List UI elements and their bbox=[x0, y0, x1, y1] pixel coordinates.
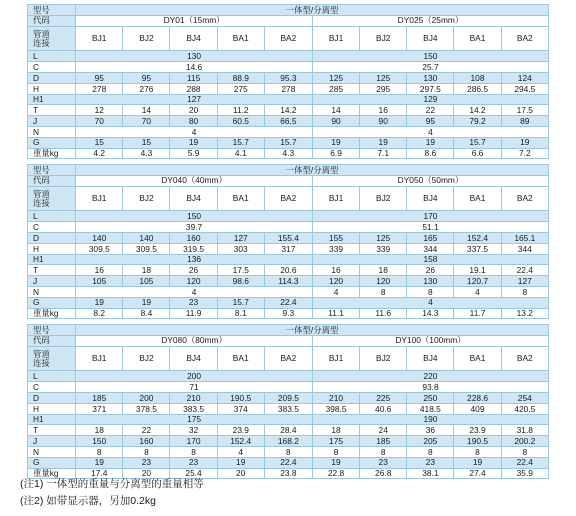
row-label: G bbox=[28, 297, 76, 308]
row-label: J bbox=[28, 116, 76, 127]
code-label: 代码 bbox=[28, 175, 76, 186]
cell: 209.5 bbox=[264, 393, 312, 404]
cell: 4.2 bbox=[76, 148, 123, 159]
merged-cell: 39.7 bbox=[76, 222, 313, 233]
row-label: T bbox=[28, 265, 76, 276]
cell: 19 bbox=[312, 457, 359, 468]
row-label: L bbox=[28, 371, 76, 382]
cell: 95.3 bbox=[264, 73, 312, 84]
sub-header-bj2: BJ2 bbox=[360, 26, 407, 51]
cell: 19 bbox=[217, 457, 264, 468]
cell: 371 bbox=[76, 403, 123, 414]
cell: 11.1 bbox=[312, 308, 359, 319]
cell: 20 bbox=[217, 468, 264, 479]
cell: 23 bbox=[170, 457, 217, 468]
cell: 38.1 bbox=[407, 468, 454, 479]
row-label: G bbox=[28, 457, 76, 468]
cell: 8 bbox=[407, 447, 454, 458]
cell: 17.5 bbox=[501, 105, 548, 116]
cell: 23 bbox=[407, 457, 454, 468]
cell: 19 bbox=[76, 297, 123, 308]
merged-cell: 170 bbox=[312, 211, 548, 222]
cell: 165.1 bbox=[501, 233, 548, 244]
merged-cell: 25.7 bbox=[312, 62, 548, 73]
cell: 165 bbox=[407, 233, 454, 244]
model-label: 型号 bbox=[28, 5, 76, 16]
cell: 418.5 bbox=[407, 403, 454, 414]
cell: 17.5 bbox=[217, 265, 264, 276]
cell: 140 bbox=[123, 233, 170, 244]
row-label: D bbox=[28, 393, 76, 404]
cell: 168.2 bbox=[264, 436, 312, 447]
row-label: C bbox=[28, 382, 76, 393]
cell: 286.5 bbox=[454, 83, 501, 94]
cell: 115 bbox=[170, 73, 217, 84]
cell: 4.3 bbox=[264, 148, 312, 159]
cell: 22.8 bbox=[312, 468, 359, 479]
cell: 339 bbox=[360, 243, 407, 254]
cell: 8 bbox=[123, 447, 170, 458]
merged-cell: 4 bbox=[76, 127, 313, 138]
cell: 309.5 bbox=[123, 243, 170, 254]
cell: 152.4 bbox=[454, 233, 501, 244]
cell: 23.8 bbox=[264, 468, 312, 479]
cell: 7.1 bbox=[360, 148, 407, 159]
code-label: 代码 bbox=[28, 335, 76, 346]
cell: 337.5 bbox=[454, 243, 501, 254]
cell: 24 bbox=[360, 425, 407, 436]
sub-header-ba1: BA1 bbox=[454, 26, 501, 51]
sub-header-bj1: BJ1 bbox=[76, 186, 123, 211]
cell: 16 bbox=[312, 265, 359, 276]
cell: 90 bbox=[360, 116, 407, 127]
note-1: (注1) 一体型的重量与分离型的重量相等 bbox=[20, 478, 204, 490]
cell: 16 bbox=[360, 105, 407, 116]
cell: 8 bbox=[360, 287, 407, 298]
cell: 9.3 bbox=[264, 308, 312, 319]
cell: 95 bbox=[76, 73, 123, 84]
row-label: C bbox=[28, 222, 76, 233]
cell: 378.5 bbox=[123, 403, 170, 414]
cell: 294.5 bbox=[501, 83, 548, 94]
cell: 15.7 bbox=[217, 297, 264, 308]
row-label: H bbox=[28, 403, 76, 414]
model-label: 型号 bbox=[28, 325, 76, 336]
sub-header-bj1: BJ1 bbox=[312, 26, 359, 51]
left-group-header: DY040（40mm） bbox=[76, 175, 313, 186]
row-label: 重量kg bbox=[28, 468, 76, 479]
cell: 28.4 bbox=[264, 425, 312, 436]
cell: 185 bbox=[76, 393, 123, 404]
cell: 60.5 bbox=[217, 116, 264, 127]
cell: 14.3 bbox=[407, 308, 454, 319]
cell: 22.4 bbox=[264, 457, 312, 468]
cell: 319.5 bbox=[170, 243, 217, 254]
cell: 14 bbox=[123, 105, 170, 116]
cell: 18 bbox=[76, 425, 123, 436]
row-label: H1 bbox=[28, 254, 76, 265]
cell: 120 bbox=[360, 276, 407, 287]
cell: 130 bbox=[407, 276, 454, 287]
merged-cell: 175 bbox=[76, 414, 313, 425]
merged-cell: 130 bbox=[76, 51, 313, 62]
sub-header-bj2: BJ2 bbox=[360, 346, 407, 371]
cell: 20.6 bbox=[264, 265, 312, 276]
cell: 309.5 bbox=[76, 243, 123, 254]
cell: 15.7 bbox=[217, 137, 264, 148]
cell: 23 bbox=[170, 297, 217, 308]
cell: 200.2 bbox=[501, 436, 548, 447]
cell: 23.9 bbox=[217, 425, 264, 436]
cell: 90 bbox=[312, 116, 359, 127]
cell: 15 bbox=[123, 137, 170, 148]
cell: 295 bbox=[360, 83, 407, 94]
sub-header-bj1: BJ1 bbox=[76, 26, 123, 51]
cell: 120 bbox=[312, 276, 359, 287]
cell: 98.6 bbox=[217, 276, 264, 287]
cell: 225 bbox=[360, 393, 407, 404]
cell: 95 bbox=[407, 116, 454, 127]
cell: 19 bbox=[312, 137, 359, 148]
cell: 285 bbox=[312, 83, 359, 94]
cell: 8.1 bbox=[217, 308, 264, 319]
cell: 409 bbox=[454, 403, 501, 414]
spec-table-3 bbox=[27, 324, 549, 479]
cell: 5.9 bbox=[170, 148, 217, 159]
cell: 8 bbox=[170, 447, 217, 458]
row-label: D bbox=[28, 73, 76, 84]
cell: 210 bbox=[170, 393, 217, 404]
sub-header-ba2: BA2 bbox=[501, 26, 548, 51]
cell: 288 bbox=[170, 83, 217, 94]
cell: 23 bbox=[360, 457, 407, 468]
cell: 19.1 bbox=[454, 265, 501, 276]
cell: 22.4 bbox=[264, 297, 312, 308]
cell: 420.5 bbox=[501, 403, 548, 414]
cell: 398.5 bbox=[312, 403, 359, 414]
right-group-header: DY025（25mm） bbox=[312, 15, 548, 26]
sub-header-bj4: BJ4 bbox=[170, 186, 217, 211]
cell: 22 bbox=[407, 105, 454, 116]
cell: 22.4 bbox=[501, 457, 548, 468]
cell: 8.2 bbox=[76, 308, 123, 319]
cell: 19 bbox=[454, 457, 501, 468]
cell: 130 bbox=[407, 73, 454, 84]
cell: 8 bbox=[501, 287, 548, 298]
sub-header-ba2: BA2 bbox=[264, 186, 312, 211]
left-group-header: DY01（15mm） bbox=[76, 15, 313, 26]
cell: 8 bbox=[76, 447, 123, 458]
cell: 125 bbox=[312, 73, 359, 84]
cell: 35.9 bbox=[501, 468, 548, 479]
cell: 13.2 bbox=[501, 308, 548, 319]
sub-header-ba2: BA2 bbox=[264, 346, 312, 371]
cell: 108 bbox=[454, 73, 501, 84]
cell: 17.4 bbox=[76, 468, 123, 479]
merged-cell: 158 bbox=[312, 254, 548, 265]
cell: 70 bbox=[76, 116, 123, 127]
cell: 11.2 bbox=[217, 105, 264, 116]
row-label: T bbox=[28, 425, 76, 436]
cell: 120.7 bbox=[454, 276, 501, 287]
merged-cell: 200 bbox=[76, 371, 313, 382]
cell: 317 bbox=[264, 243, 312, 254]
cell: 8.4 bbox=[123, 308, 170, 319]
cell: 19 bbox=[501, 137, 548, 148]
cell: 6.9 bbox=[312, 148, 359, 159]
cell: 20 bbox=[170, 105, 217, 116]
row-label: J bbox=[28, 436, 76, 447]
cell: 8 bbox=[312, 447, 359, 458]
sub-header-bj4: BJ4 bbox=[407, 26, 454, 51]
cell: 344 bbox=[501, 243, 548, 254]
cell: 275 bbox=[217, 83, 264, 94]
sub-header-ba2: BA2 bbox=[264, 26, 312, 51]
cell: 383.5 bbox=[264, 403, 312, 414]
cell: 18 bbox=[123, 265, 170, 276]
cell: 4 bbox=[217, 447, 264, 458]
connection-label: 管道 连接 bbox=[28, 346, 76, 371]
cell: 7.2 bbox=[501, 148, 548, 159]
merged-cell: 93.8 bbox=[312, 382, 548, 393]
row-label: J bbox=[28, 276, 76, 287]
spec-table-2 bbox=[27, 164, 549, 319]
row-label: H1 bbox=[28, 414, 76, 425]
cell: 120 bbox=[170, 276, 217, 287]
note-2: (注2) 如带显示器，另加0.2kg bbox=[20, 495, 156, 507]
cell: 11.9 bbox=[170, 308, 217, 319]
cell: 155.4 bbox=[264, 233, 312, 244]
sub-header-ba1: BA1 bbox=[217, 346, 264, 371]
row-label: N bbox=[28, 287, 76, 298]
row-label: H1 bbox=[28, 94, 76, 105]
cell: 114.3 bbox=[264, 276, 312, 287]
cell: 19 bbox=[360, 137, 407, 148]
cell: 8 bbox=[454, 447, 501, 458]
cell: 127 bbox=[217, 233, 264, 244]
cell: 19 bbox=[170, 137, 217, 148]
cell: 79.2 bbox=[454, 116, 501, 127]
cell: 89 bbox=[501, 116, 548, 127]
merged-cell: 71 bbox=[76, 382, 313, 393]
sub-header-bj1: BJ1 bbox=[312, 186, 359, 211]
sub-header-bj1: BJ1 bbox=[76, 346, 123, 371]
cell: 152.4 bbox=[217, 436, 264, 447]
row-label: N bbox=[28, 447, 76, 458]
cell: 16 bbox=[76, 265, 123, 276]
cell: 190.5 bbox=[217, 393, 264, 404]
sub-header-bj2: BJ2 bbox=[360, 186, 407, 211]
sub-header-bj2: BJ2 bbox=[123, 346, 170, 371]
cell: 12 bbox=[76, 105, 123, 116]
cell: 36 bbox=[407, 425, 454, 436]
cell: 18 bbox=[312, 425, 359, 436]
cell: 15.7 bbox=[264, 137, 312, 148]
cell: 190.5 bbox=[454, 436, 501, 447]
cell: 11.7 bbox=[454, 308, 501, 319]
type-header: 一体型/分离型 bbox=[76, 325, 549, 336]
row-label: H bbox=[28, 243, 76, 254]
row-label: 重量kg bbox=[28, 148, 76, 159]
cell: 344 bbox=[407, 243, 454, 254]
cell: 4.3 bbox=[123, 148, 170, 159]
cell: 124 bbox=[501, 73, 548, 84]
cell: 88.9 bbox=[217, 73, 264, 84]
cell: 27.4 bbox=[454, 468, 501, 479]
cell: 200 bbox=[123, 393, 170, 404]
cell: 150 bbox=[76, 436, 123, 447]
cell: 22 bbox=[123, 425, 170, 436]
cell: 19 bbox=[123, 297, 170, 308]
sub-header-ba2: BA2 bbox=[501, 186, 548, 211]
sub-header-ba1: BA1 bbox=[217, 186, 264, 211]
cell: 105 bbox=[76, 276, 123, 287]
sub-header-bj4: BJ4 bbox=[407, 186, 454, 211]
cell: 4 bbox=[312, 287, 359, 298]
cell: 278 bbox=[264, 83, 312, 94]
cell: 8 bbox=[407, 287, 454, 298]
row-label: G bbox=[28, 137, 76, 148]
sub-header-ba1: BA1 bbox=[454, 346, 501, 371]
cell: 26.8 bbox=[360, 468, 407, 479]
cell: 4 bbox=[454, 287, 501, 298]
cell: 105 bbox=[123, 276, 170, 287]
cell: 160 bbox=[170, 233, 217, 244]
merged-cell: 150 bbox=[312, 51, 548, 62]
cell: 127 bbox=[501, 276, 548, 287]
cell: 205 bbox=[407, 436, 454, 447]
code-label: 代码 bbox=[28, 15, 76, 26]
cell: 210 bbox=[312, 393, 359, 404]
merged-cell: 129 bbox=[312, 94, 548, 105]
cell: 140 bbox=[76, 233, 123, 244]
row-label: C bbox=[28, 62, 76, 73]
cell: 80 bbox=[170, 116, 217, 127]
merged-cell: 4 bbox=[312, 297, 548, 308]
cell: 40.6 bbox=[360, 403, 407, 414]
cell: 14.2 bbox=[454, 105, 501, 116]
cell: 22.4 bbox=[501, 265, 548, 276]
connection-label: 管道 连接 bbox=[28, 186, 76, 211]
cell: 276 bbox=[123, 83, 170, 94]
cell: 339 bbox=[312, 243, 359, 254]
cell: 20 bbox=[123, 468, 170, 479]
merged-cell: 150 bbox=[76, 211, 313, 222]
sub-header-ba2: BA2 bbox=[501, 346, 548, 371]
row-label: H bbox=[28, 83, 76, 94]
merged-cell: 4 bbox=[76, 287, 313, 298]
cell: 18 bbox=[360, 265, 407, 276]
cell: 14 bbox=[312, 105, 359, 116]
cell: 228.6 bbox=[454, 393, 501, 404]
spec-table-1 bbox=[27, 4, 549, 159]
cell: 11.6 bbox=[360, 308, 407, 319]
sub-header-bj2: BJ2 bbox=[123, 186, 170, 211]
type-header: 一体型/分离型 bbox=[76, 165, 549, 176]
type-header: 一体型/分离型 bbox=[76, 5, 549, 16]
sub-header-bj4: BJ4 bbox=[170, 346, 217, 371]
left-group-header: DY080（80mm） bbox=[76, 335, 313, 346]
cell: 303 bbox=[217, 243, 264, 254]
sub-header-bj2: BJ2 bbox=[123, 26, 170, 51]
cell: 8 bbox=[501, 447, 548, 458]
cell: 278 bbox=[76, 83, 123, 94]
cell: 125 bbox=[360, 73, 407, 84]
merged-cell: 4 bbox=[312, 127, 548, 138]
row-label: L bbox=[28, 51, 76, 62]
cell: 160 bbox=[123, 436, 170, 447]
cell: 254 bbox=[501, 393, 548, 404]
cell: 250 bbox=[407, 393, 454, 404]
sub-header-ba1: BA1 bbox=[454, 186, 501, 211]
cell: 8 bbox=[264, 447, 312, 458]
cell: 26 bbox=[407, 265, 454, 276]
connection-label: 管道 连接 bbox=[28, 26, 76, 51]
cell: 23.9 bbox=[454, 425, 501, 436]
cell: 185 bbox=[360, 436, 407, 447]
cell: 170 bbox=[170, 436, 217, 447]
cell: 4.1 bbox=[217, 148, 264, 159]
cell: 95 bbox=[123, 73, 170, 84]
merged-cell: 136 bbox=[76, 254, 313, 265]
row-label: L bbox=[28, 211, 76, 222]
cell: 19 bbox=[76, 457, 123, 468]
cell: 8.6 bbox=[407, 148, 454, 159]
row-label: 重量kg bbox=[28, 308, 76, 319]
cell: 25.4 bbox=[170, 468, 217, 479]
cell: 14.2 bbox=[264, 105, 312, 116]
cell: 374 bbox=[217, 403, 264, 414]
merged-cell: 220 bbox=[312, 371, 548, 382]
cell: 155 bbox=[312, 233, 359, 244]
cell: 6.6 bbox=[454, 148, 501, 159]
merged-cell: 14.6 bbox=[76, 62, 313, 73]
cell: 15.7 bbox=[454, 137, 501, 148]
cell: 19 bbox=[407, 137, 454, 148]
row-label: D bbox=[28, 233, 76, 244]
cell: 383.5 bbox=[170, 403, 217, 414]
sub-header-bj1: BJ1 bbox=[312, 346, 359, 371]
cell: 175 bbox=[312, 436, 359, 447]
cell: 125 bbox=[360, 233, 407, 244]
sub-header-bj4: BJ4 bbox=[170, 26, 217, 51]
sub-header-bj4: BJ4 bbox=[407, 346, 454, 371]
merged-cell: 190 bbox=[312, 414, 548, 425]
row-label: T bbox=[28, 105, 76, 116]
cell: 66.5 bbox=[264, 116, 312, 127]
cell: 8 bbox=[360, 447, 407, 458]
cell: 297.5 bbox=[407, 83, 454, 94]
cell: 26 bbox=[170, 265, 217, 276]
row-label: N bbox=[28, 127, 76, 138]
cell: 70 bbox=[123, 116, 170, 127]
merged-cell: 127 bbox=[76, 94, 313, 105]
cell: 15 bbox=[76, 137, 123, 148]
cell: 31.8 bbox=[501, 425, 548, 436]
model-label: 型号 bbox=[28, 165, 76, 176]
cell: 23 bbox=[123, 457, 170, 468]
right-group-header: DY050（50mm） bbox=[312, 175, 548, 186]
merged-cell: 51.1 bbox=[312, 222, 548, 233]
sub-header-ba1: BA1 bbox=[217, 26, 264, 51]
cell: 32 bbox=[170, 425, 217, 436]
right-group-header: DY100（100mm） bbox=[312, 335, 548, 346]
